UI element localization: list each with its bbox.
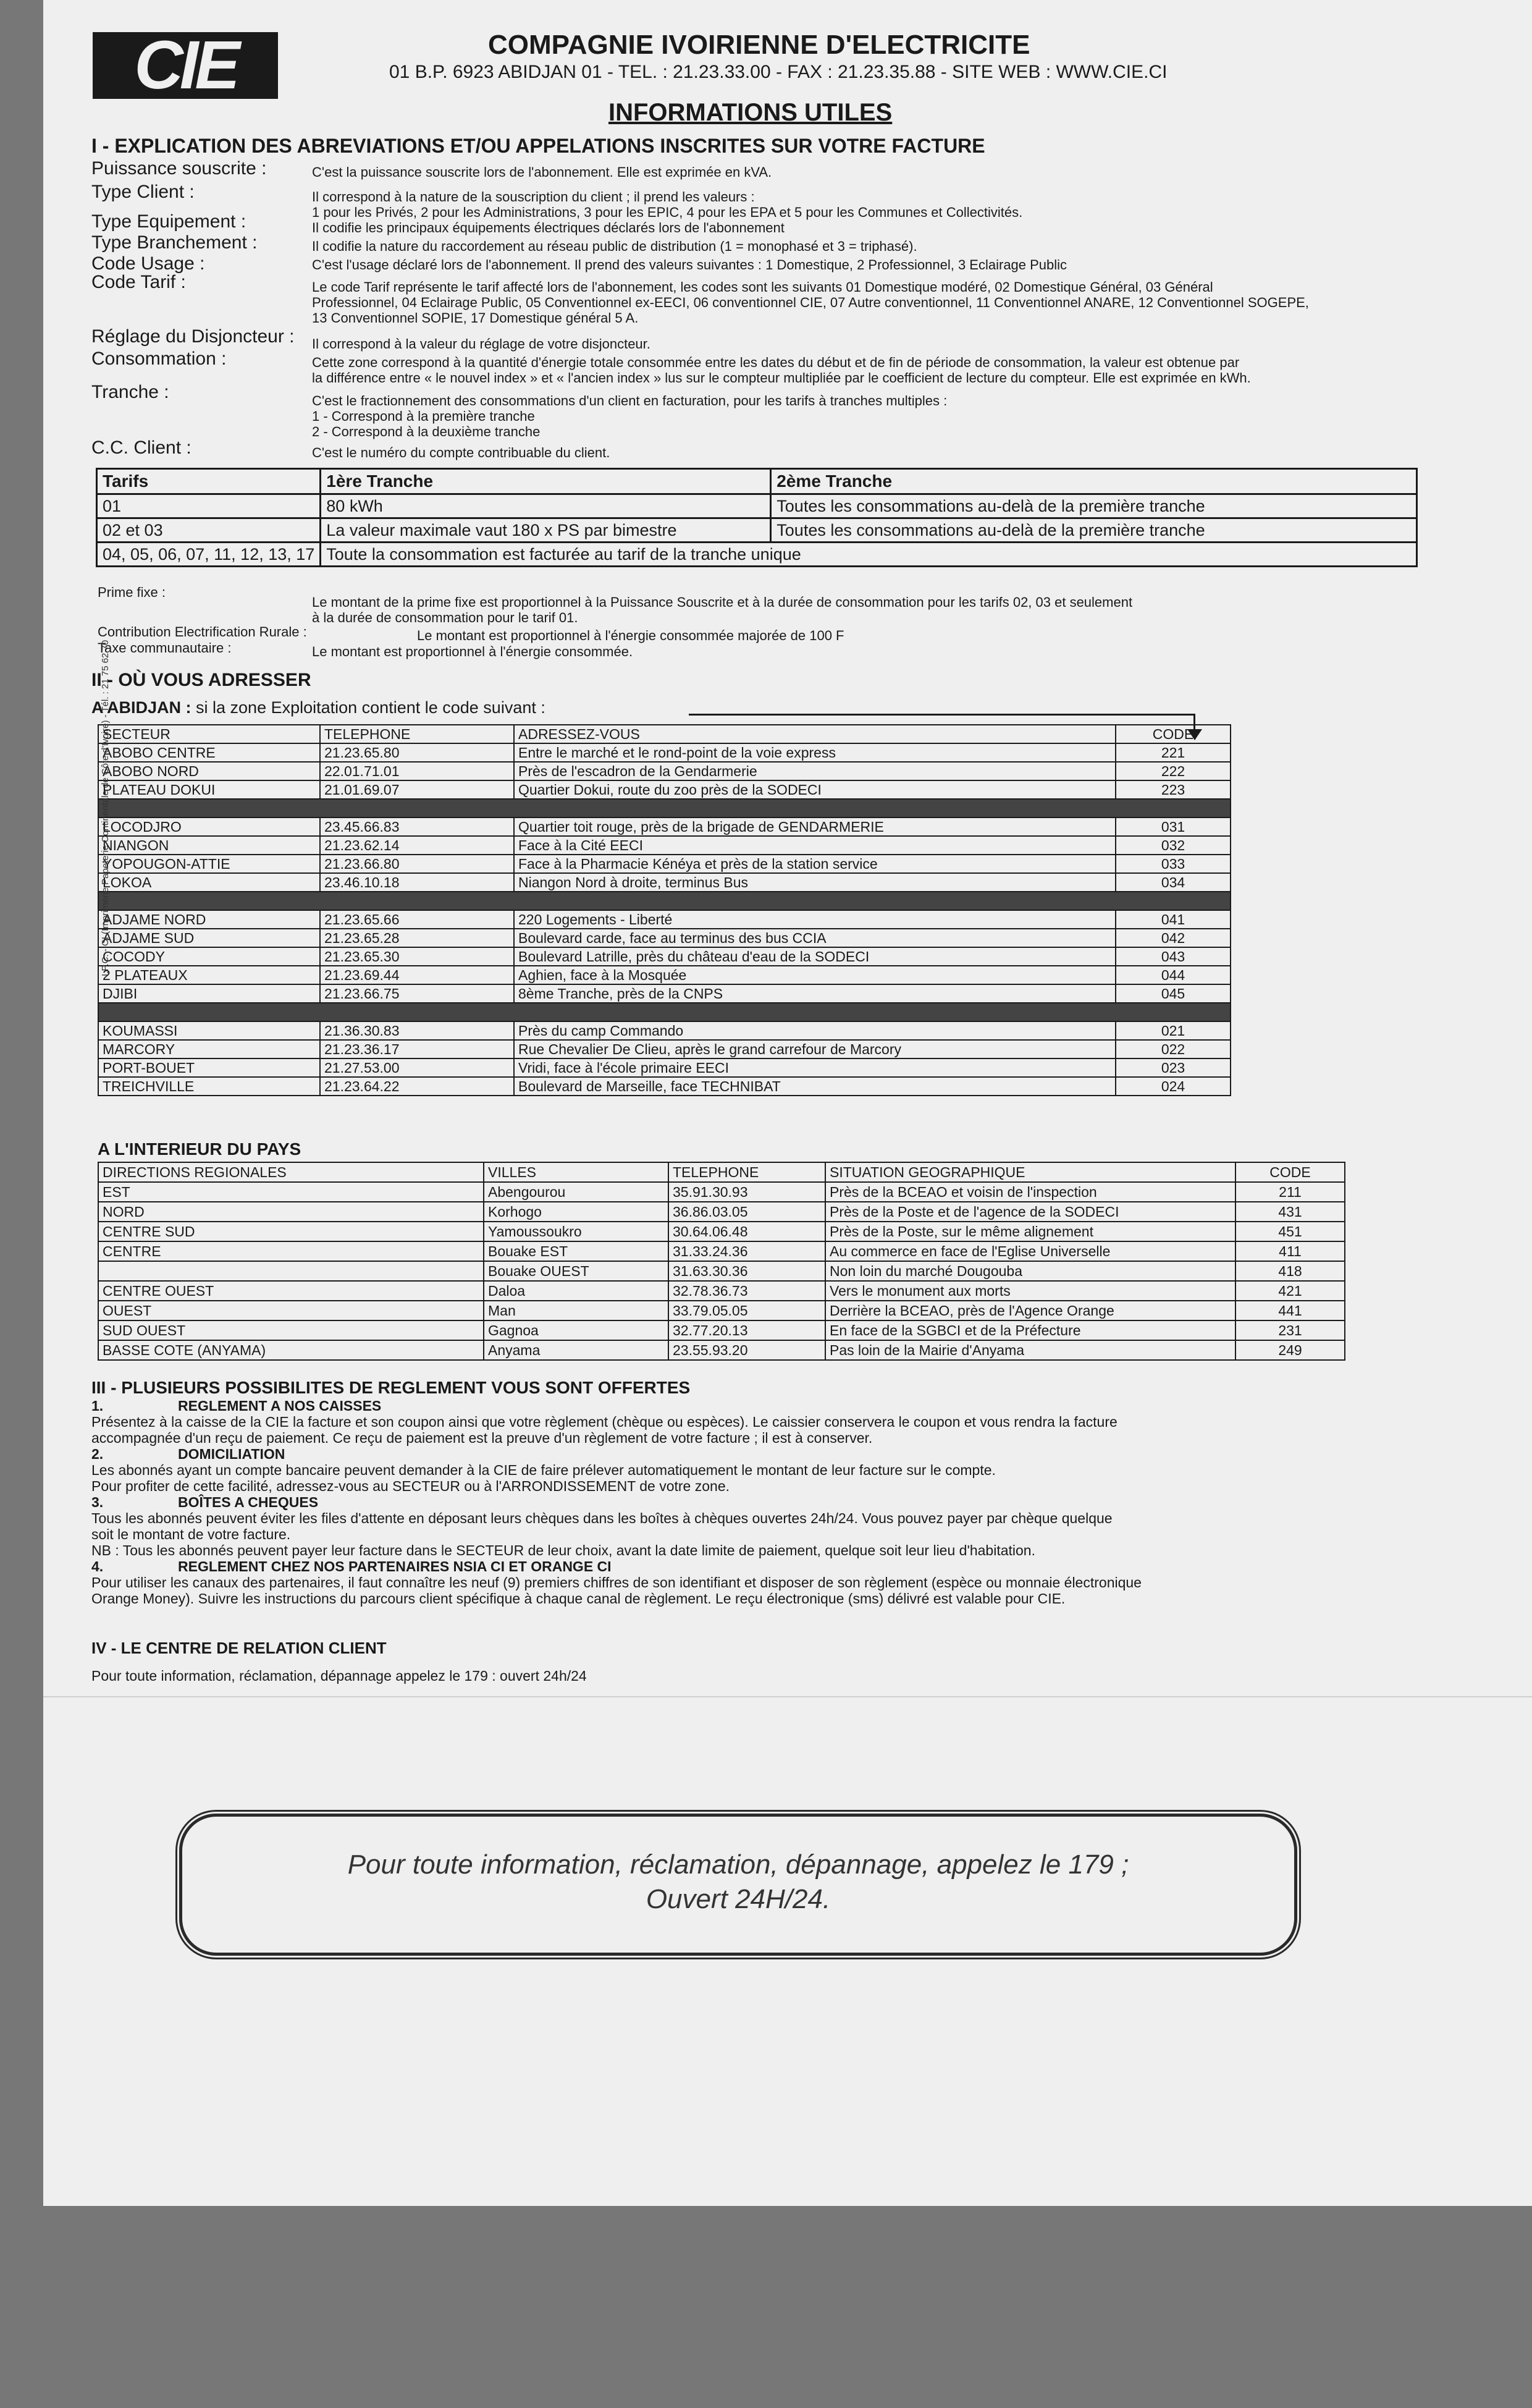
direction-cell [98, 1261, 484, 1281]
abidjan-intro: A ABIDJAN : si la zone Exploitation contient le code suivant : [91, 698, 545, 717]
hotline-callout [179, 1814, 1297, 1956]
code-cell: 034 [1116, 873, 1231, 892]
code-cell: 022 [1116, 1040, 1231, 1058]
secteur-cell: NIANGON [98, 836, 320, 855]
table-cell: 04, 05, 06, 07, 11, 12, 13, 17 [97, 543, 321, 567]
table-row [98, 1077, 1231, 1096]
address-cell: Niangon Nord à droite, terminus Bus [514, 873, 1116, 892]
callout-line: Pour toute information, réclamation, dépannage, appelez le 179 ; [347, 1849, 1129, 1880]
code-cell: 211 [1235, 1182, 1345, 1202]
table-row [98, 966, 1231, 984]
situation-cell: Au commerce en face de l'Eglise Universelle [825, 1241, 1235, 1261]
telephone-cell: 21.23.64.22 [320, 1077, 514, 1096]
cie-logo: CIE [93, 32, 278, 99]
address-cell: Aghien, face à la Mosquée [514, 966, 1116, 984]
table-cell: 01 [97, 494, 321, 518]
code-cell: 431 [1235, 1202, 1345, 1222]
term-definition: Il codifie la nature du raccordement au réseau public de distribution (1 = monophasé et 3 = triphasé). [312, 239, 917, 254]
telephone-cell: 21.23.66.75 [320, 984, 514, 1003]
code-cell: 411 [1235, 1241, 1345, 1261]
payment-option-text: NB : Tous les abonnés peuvent payer leur facture dans le SECTEUR de leur choix, avant la date limite de paiement, quelque soit leur lieu d'habitation. [91, 1542, 1035, 1558]
code-cell: 418 [1235, 1261, 1345, 1281]
section-2-heading: II - OÙ VOUS ADRESSER [91, 670, 311, 690]
address-cell: Quartier Dokui, route du zoo près de la SODECI [514, 780, 1116, 799]
telephone-cell: 36.86.03.05 [668, 1202, 825, 1222]
secteur-cell: COCODY [98, 947, 320, 966]
payment-option-text: soit le montant de votre facture. [91, 1526, 291, 1542]
term-definition: C'est la puissance souscrite lors de l'abonnement. Elle est exprimée en kVA. [312, 164, 772, 180]
ville-cell: Bouake OUEST [484, 1261, 668, 1281]
code-cell: 023 [1116, 1058, 1231, 1077]
term-label: C.C. Client : [91, 437, 192, 458]
cer-text: Le montant est proportionnel à l'énergie consommée majorée de 100 F [417, 628, 844, 643]
table-row [98, 910, 1231, 929]
table-cell: Toute la consommation est facturée au tarif de la tranche unique [321, 543, 1417, 567]
payment-option-title: 3. BOÎTES A CHEQUES [91, 1494, 319, 1510]
table-cell: 80 kWh [321, 494, 771, 518]
table-row [98, 1202, 1345, 1222]
company-address: 01 B.P. 6923 ABIDJAN 01 - TEL. : 21.23.33.00 - FAX : 21.23.35.88 - SITE WEB : WWW.CIE.CI [389, 62, 1168, 82]
prime-fixe-text: Le montant de la prime fixe est proportionnel à la Puissance Souscrite et à la durée de consommation pour les tarifs 02, 03 et seulement à la durée de consommation pour le tarif 01. [312, 594, 1133, 625]
separator-row [98, 892, 1231, 910]
table-row [98, 1340, 1345, 1360]
secteur-cell: ADJAME SUD [98, 929, 320, 947]
code-cell: 033 [1116, 855, 1231, 873]
term-definition: Cette zone correspond à la quantité d'énergie totale consommée entre les dates du début et de fin de période de consommation, la valeur est obtenue par la différence entre « le nouvel index » et « l'ancien index » lus sur le compteur multipliée par le coefficient de lecture du compteur. Elle est exprimée en kWh. [312, 355, 1251, 386]
page-title: INFORMATIONS UTILES [608, 99, 893, 126]
taxe-label: Taxe communautaire : [98, 640, 232, 656]
situation-cell: Près de la Poste et de l'agence de la SODECI [825, 1202, 1235, 1222]
table-row [98, 762, 1231, 780]
secteur-cell: LOCODJRO [98, 817, 320, 836]
address-cell: 220 Logements - Liberté [514, 910, 1116, 929]
term-label: Tranche : [91, 382, 169, 402]
table-row [98, 780, 1231, 799]
company-name: COMPAGNIE IVOIRIENNE D'ELECTRICITE [488, 30, 1030, 60]
payment-option-text: accompagnée d'un reçu de paiement. Ce reçu de paiement est la preuve d'un règlement de votre facture ; il est à conserver. [91, 1430, 873, 1446]
header-cell: ADRESSEZ-VOUS [514, 725, 1116, 743]
direction-cell: CENTRE [98, 1241, 484, 1261]
payment-option-text: Pour utiliser les canaux des partenaires, il faut connaître les neuf (9) premiers chiffres de son identifiant et disposer de son règlement (espèce ou monnaie électronique [91, 1574, 1142, 1591]
section-4-heading: IV - LE CENTRE DE RELATION CLIENT [91, 1639, 387, 1657]
table-row [98, 1021, 1231, 1040]
payment-option-text: Présentez à la caisse de la CIE la facture et son coupon ainsi que votre règlement (chèque ou espèces). Le caissier conservera le coupon et vous rendra la facture [91, 1414, 1117, 1430]
table-cell: Toutes les consommations au-delà de la première tranche [771, 494, 1417, 518]
table-row [98, 836, 1231, 855]
direction-cell: BASSE COTE (ANYAMA) [98, 1340, 484, 1360]
section-3-heading: III - PLUSIEURS POSSIBILITES DE REGLEMENT VOUS SONT OFFERTES [91, 1378, 691, 1397]
fold-line [43, 1696, 1532, 1697]
telephone-cell: 31.63.30.36 [668, 1261, 825, 1281]
code-cell: 451 [1235, 1222, 1345, 1241]
address-cell: Boulevard Latrille, près du château d'eau de la SODECI [514, 947, 1116, 966]
payment-option-title: 2. DOMICILIATION [91, 1446, 285, 1462]
header-cell: DIRECTIONS REGIONALES [98, 1162, 484, 1182]
table-row [98, 984, 1231, 1003]
code-cell: 223 [1116, 780, 1231, 799]
taxe-text: Le montant est proportionnel à l'énergie consommée. [312, 644, 633, 659]
header-cell: SITUATION GEOGRAPHIQUE [825, 1162, 1235, 1182]
secteur-cell: ABOBO NORD [98, 762, 320, 780]
telephone-cell: 21.23.62.14 [320, 836, 514, 855]
table-row [98, 873, 1231, 892]
payment-option-text: Les abonnés ayant un compte bancaire peuvent demander à la CIE de faire prélever automatiquement le montant de leur facture sur le compte. [91, 1462, 996, 1478]
telephone-cell: 35.91.30.93 [668, 1182, 825, 1202]
direction-cell: NORD [98, 1202, 484, 1222]
address-cell: Face à la Cité EECI [514, 836, 1116, 855]
telephone-cell: 21.01.69.07 [320, 780, 514, 799]
secteur-cell: ABOBO CENTRE [98, 743, 320, 762]
address-cell: Face à la Pharmacie Kénéya et près de la station service [514, 855, 1116, 873]
table-row [98, 947, 1231, 966]
payment-option-title: 1. REGLEMENT A NOS CAISSES [91, 1398, 382, 1414]
telephone-cell: 32.78.36.73 [668, 1281, 825, 1301]
table-row [97, 543, 1417, 567]
telephone-cell: 30.64.06.48 [668, 1222, 825, 1241]
situation-cell: Derrière la BCEAO, près de l'Agence Orange [825, 1301, 1235, 1320]
table-row [98, 1241, 1345, 1261]
term-label: Type Branchement : [91, 232, 258, 253]
code-cell: 024 [1116, 1077, 1231, 1096]
header-cell: SECTEUR [98, 725, 320, 743]
ville-cell: Korhogo [484, 1202, 668, 1222]
table-row [98, 929, 1231, 947]
code-cell: 043 [1116, 947, 1231, 966]
table-row [98, 1261, 1345, 1281]
callout-line: Ouvert 24H/24. [646, 1884, 831, 1914]
table-row [98, 817, 1231, 836]
telephone-cell: 23.45.66.83 [320, 817, 514, 836]
header-cell: VILLES [484, 1162, 668, 1182]
term-label: Type Client : [91, 182, 195, 202]
address-cell: Entre le marché et le rond-point de la voie express [514, 743, 1116, 762]
arrow-line [689, 714, 1195, 716]
code-cell: 221 [1116, 743, 1231, 762]
table-cell: Toutes les consommations au-delà de la première tranche [771, 518, 1417, 543]
table-row [98, 1320, 1345, 1340]
table-row [98, 855, 1231, 873]
header-cell: CODE [1235, 1162, 1345, 1182]
prime-fixe-label: Prime fixe : [98, 585, 166, 600]
secteur-cell: DJIBI [98, 984, 320, 1003]
secteur-cell: TREICHVILLE [98, 1077, 320, 1096]
telephone-cell: 21.23.65.80 [320, 743, 514, 762]
table-row [97, 494, 1417, 518]
term-label: Puissance souscrite : [91, 158, 267, 179]
address-cell: Quartier toit rouge, près de la brigade de GENDARMERIE [514, 817, 1116, 836]
code-cell: 041 [1116, 910, 1231, 929]
code-cell: 231 [1235, 1320, 1345, 1340]
code-cell: 421 [1235, 1281, 1345, 1301]
ville-cell: Bouake EST [484, 1241, 668, 1261]
address-cell: Vridi, face à l'école primaire EECI [514, 1058, 1116, 1077]
secteur-cell: MARCORY [98, 1040, 320, 1058]
ville-cell: Man [484, 1301, 668, 1320]
telephone-cell: 23.46.10.18 [320, 873, 514, 892]
term-definition: C'est le fractionnement des consommations d'un client en facturation, pour les tarifs à tranches multiples : 1 - Correspond à la première tranche 2 - Correspond à la deuxième tranche [312, 393, 948, 439]
ville-cell: Gagnoa [484, 1320, 668, 1340]
situation-cell: Non loin du marché Dougouba [825, 1261, 1235, 1281]
telephone-cell: 21.23.65.30 [320, 947, 514, 966]
secteur-cell: ADJAME NORD [98, 910, 320, 929]
table-row [98, 1182, 1345, 1202]
term-label: Code Usage : [91, 253, 205, 274]
code-cell: 045 [1116, 984, 1231, 1003]
table-row [98, 1222, 1345, 1241]
secteur-cell: LOKOA [98, 873, 320, 892]
direction-cell: OUEST [98, 1301, 484, 1320]
code-cell: 031 [1116, 817, 1231, 836]
direction-cell: CENTRE SUD [98, 1222, 484, 1241]
table-row [98, 743, 1231, 762]
telephone-cell: 31.33.24.36 [668, 1241, 825, 1261]
situation-cell: Pas loin de la Mairie d'Anyama [825, 1340, 1235, 1360]
table-cell: La valeur maximale vaut 180 x PS par bimestre [321, 518, 771, 543]
table-row [97, 518, 1417, 543]
term-definition: C'est le numéro du compte contribuable du client. [312, 445, 610, 460]
payment-option-text: Orange Money). Suivre les instructions du parcours client spécifique à chaque canal de règlement. Le reçu électronique (sms) délivré est valable pour CIE. [91, 1591, 1066, 1607]
table-cell: 02 et 03 [97, 518, 321, 543]
telephone-cell: 21.36.30.83 [320, 1021, 514, 1040]
header-cell: 2ème Tranche [771, 469, 1417, 494]
term-label: Code Tarif : [91, 272, 186, 292]
payment-option-text: Pour profiter de cette facilité, adressez-vous au SECTEUR ou à l'ARRONDISSEMENT de votre zone. [91, 1478, 730, 1494]
tarif-table [96, 468, 1418, 567]
code-cell: 222 [1116, 762, 1231, 780]
secteur-cell: YOPOUGON-ATTIE [98, 855, 320, 873]
telephone-cell: 33.79.05.05 [668, 1301, 825, 1320]
ville-cell: Anyama [484, 1340, 668, 1360]
secteur-cell: PLATEAU DOKUI [98, 780, 320, 799]
header-cell: Tarifs [97, 469, 321, 494]
direction-cell: SUD OUEST [98, 1320, 484, 1340]
interieur-heading: A L'INTERIEUR DU PAYS [98, 1139, 301, 1159]
direction-cell: EST [98, 1182, 484, 1202]
telephone-cell: 21.23.65.28 [320, 929, 514, 947]
ville-cell: Abengourou [484, 1182, 668, 1202]
document-page [43, 0, 1532, 2206]
payment-option-text: Tous les abonnés peuvent éviter les files d'attente en déposant leurs chèques dans les boîtes à chèques ouvertes 24h/24. Vous pouvez payer par chèque quelque [91, 1510, 1113, 1526]
code-cell: 021 [1116, 1021, 1231, 1040]
situation-cell: Près de la Poste, sur le même alignement [825, 1222, 1235, 1241]
code-cell: 441 [1235, 1301, 1345, 1320]
term-label: Consommation : [91, 349, 227, 369]
printer-credit: I.P.C. - CI (Imprimerie Papeterie Continentale de Côte d'Ivoire) - Tél. : 21 75 62 70 [100, 640, 111, 976]
telephone-cell: 23.55.93.20 [668, 1340, 825, 1360]
code-cell: 032 [1116, 836, 1231, 855]
term-definition: Il correspond à la nature de la souscription du client ; il prend les valeurs : 1 pour les Privés, 2 pour les Administrations, 3 pour les EPIC, 4 pour les EPA et 5 pour les Communes et Collectivités. [312, 189, 1023, 220]
situation-cell: Près de la BCEAO et voisin de l'inspection [825, 1182, 1235, 1202]
term-definition: Il correspond à la valeur du réglage de votre disjoncteur. [312, 336, 650, 352]
table-row [98, 1301, 1345, 1320]
separator-row [98, 1003, 1231, 1021]
secteur-cell: KOUMASSI [98, 1021, 320, 1040]
header-cell: TELEPHONE [668, 1162, 825, 1182]
code-cell: 042 [1116, 929, 1231, 947]
term-definition: Le code Tarif représente le tarif affecté lors de l'abonnement, les codes sont les suivants 01 Domestique modéré, 02 Domestique Général, 03 Général Professionnel, 04 Eclairage Public, 05 Conventionnel ex-EECI, 06 conventionnel CIE, 07 Autre conventionnel, 11 Conventionnel ANARE, 12 Conventionnel SOGEPE, 13 Conventionnel SOPIE, 17 Domestique général 5 A. [312, 279, 1309, 326]
term-label: Type Equipement : [91, 211, 246, 232]
telephone-cell: 21.27.53.00 [320, 1058, 514, 1077]
address-cell: Boulevard de Marseille, face TECHNIBAT [514, 1077, 1116, 1096]
secteur-table [98, 724, 1231, 1096]
secteur-cell: 2 PLATEAUX [98, 966, 320, 984]
header-cell: TELEPHONE [320, 725, 514, 743]
telephone-cell: 21.23.65.66 [320, 910, 514, 929]
telephone-cell: 32.77.20.13 [668, 1320, 825, 1340]
section-1-heading: I - EXPLICATION DES ABREVIATIONS ET/OU APPELATIONS INSCRITES SUR VOTRE FACTURE [91, 135, 985, 157]
header-cell: CODE [1116, 725, 1231, 743]
interieur-table [98, 1162, 1345, 1361]
table-row [98, 1281, 1345, 1301]
secteur-cell: PORT-BOUET [98, 1058, 320, 1077]
address-cell: 8ème Tranche, près de la CNPS [514, 984, 1116, 1003]
table-row [98, 1040, 1231, 1058]
telephone-cell: 22.01.71.01 [320, 762, 514, 780]
payment-options [91, 1398, 1389, 1607]
separator-row [98, 799, 1231, 817]
code-cell: 249 [1235, 1340, 1345, 1360]
situation-cell: Vers le monument aux morts [825, 1281, 1235, 1301]
telephone-cell: 21.23.36.17 [320, 1040, 514, 1058]
payment-option-title: 4. REGLEMENT CHEZ NOS PARTENAIRES NSIA CI ET ORANGE CI [91, 1558, 612, 1574]
table-row [98, 1058, 1231, 1077]
term-definition: C'est l'usage déclaré lors de l'abonnement. Il prend des valeurs suivantes : 1 Domestique, 2 Professionnel, 3 Eclairage Public [312, 257, 1067, 272]
relation-client-text: Pour toute information, réclamation, dépannage appelez le 179 : ouvert 24h/24 [91, 1668, 587, 1684]
address-cell: Près du camp Commando [514, 1021, 1116, 1040]
telephone-cell: 21.23.69.44 [320, 966, 514, 984]
address-cell: Rue Chevalier De Clieu, après le grand carrefour de Marcory [514, 1040, 1116, 1058]
situation-cell: En face de la SGBCI et de la Préfecture [825, 1320, 1235, 1340]
term-definition: Il codifie les principaux équipements électriques déclarés lors de l'abonnement [312, 220, 785, 235]
code-cell: 044 [1116, 966, 1231, 984]
ville-cell: Daloa [484, 1281, 668, 1301]
direction-cell: CENTRE OUEST [98, 1281, 484, 1301]
term-label: Réglage du Disjoncteur : [91, 326, 295, 347]
telephone-cell: 21.23.66.80 [320, 855, 514, 873]
header-cell: 1ère Tranche [321, 469, 771, 494]
address-cell: Près de l'escadron de la Gendarmerie [514, 762, 1116, 780]
cer-label: Contribution Electrification Rurale : [98, 624, 307, 640]
address-cell: Boulevard carde, face au terminus des bus CCIA [514, 929, 1116, 947]
ville-cell: Yamoussoukro [484, 1222, 668, 1241]
